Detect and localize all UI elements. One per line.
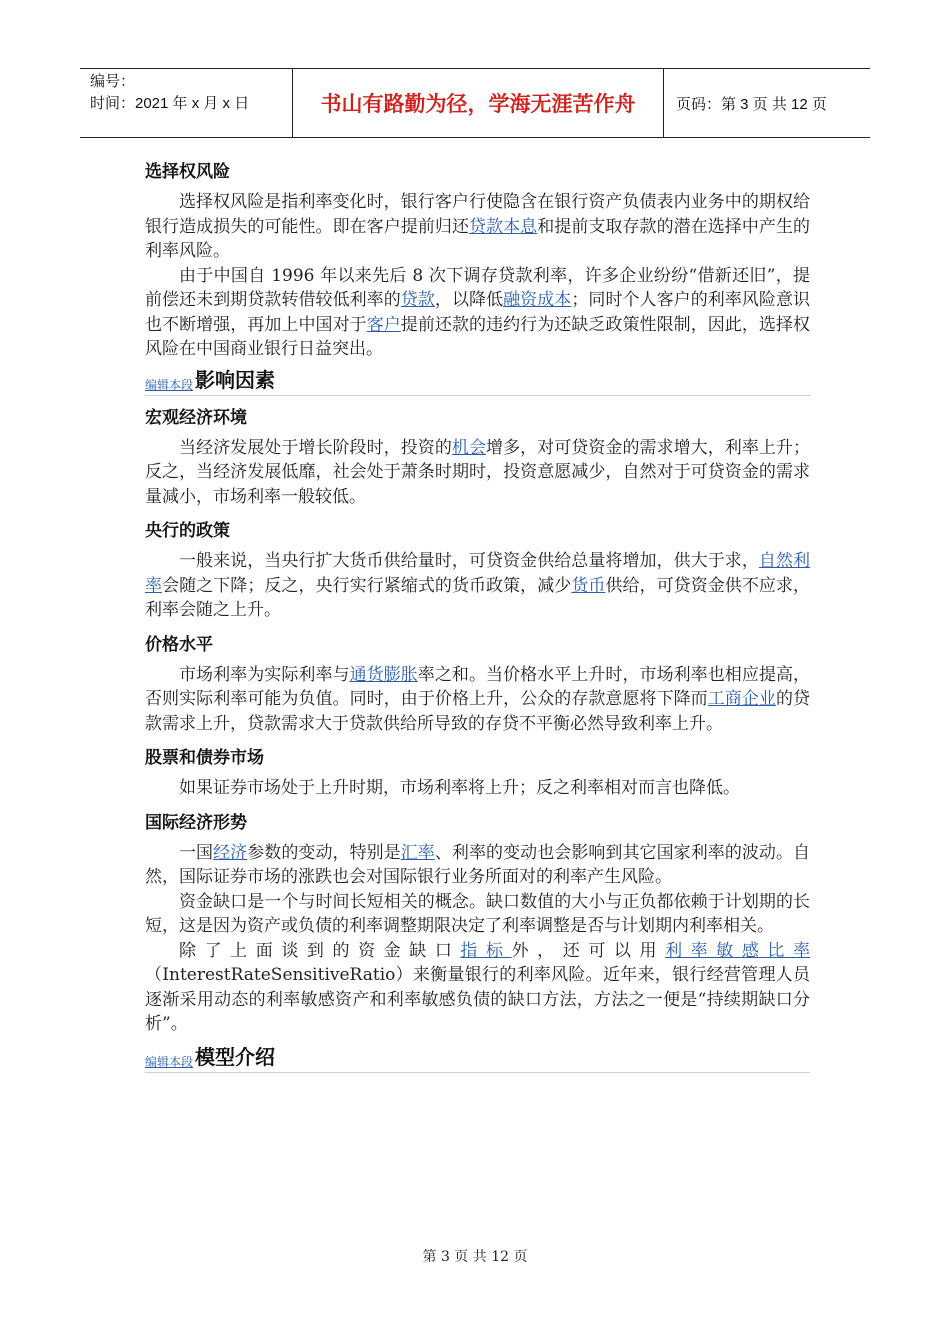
heading-central-bank-policy: 央行的政策: [145, 521, 230, 541]
text: 和提前支取存款的潜在选择中产生的利率风险。: [145, 216, 811, 261]
section-title: 影响因素: [195, 367, 276, 392]
link-currency[interactable]: 货币: [571, 575, 606, 596]
section-header-factors: [145, 364, 810, 396]
paragraph: [145, 549, 810, 623]
header-page-info: 页码：第 3 页 共 12 页: [676, 95, 827, 113]
text: 市场利率为实际利率与: [179, 664, 350, 685]
link-customer[interactable]: 客户: [366, 314, 401, 335]
text: ，以降低: [434, 290, 504, 310]
text: 供给，可贷资金供不应求，利率会随之上升。: [145, 575, 811, 620]
text: 选择权风险是指利率变化时，银行客户行使隐含在银行资产负债表内业务中的期权给银行造成损失的可能性。即在客户提前归还: [145, 192, 810, 237]
text: 由于中国自 1996 年以来先后 8 次下调存贷款利率，许多企业纷纷“借新还旧”，提前偿还未到期贷款转借较低利率的: [145, 265, 810, 310]
text: 提前还款的违约行为还缺乏政策性限制，因此，选择权风险在中国商业银行日益突出。: [145, 314, 811, 359]
link-natural-rate[interactable]: 自然利率: [145, 551, 811, 596]
edit-section-link[interactable]: 编辑本段: [145, 1054, 194, 1069]
paragraph: [145, 663, 810, 737]
link-inflation[interactable]: 通货膨胀: [349, 664, 418, 685]
heading-macro-economy: 宏观经济环境: [145, 407, 247, 428]
page-footer: 第 3 页 共 12 页: [422, 1249, 528, 1265]
header-motto: 书山有路勤为径，学海无涯苦作舟: [293, 69, 664, 137]
page-header: [80, 68, 870, 138]
text: （InterestRateSensitiveRatio）来衡量银行的利率风险。近年来，银行经营管理人员逐渐采用动态的利率敏感资产和利率敏感负债的缺口方法，方法之一便是“持续期缺口分析”。: [145, 965, 810, 1034]
text: 除了上面谈到的资金缺口: [179, 940, 461, 961]
section-header-model: [145, 1041, 810, 1073]
text: 增多，对可贷资金的需求增大，利率上升；反之，当经济发展低靡，社会处于萧条时期时，投资意愿减少，自然对于可贷资金的需求量减小，市场利率一般较低。: [145, 437, 811, 507]
document-body: [145, 150, 810, 1081]
text: 当经济发展处于增长阶段时，投资的: [179, 437, 452, 458]
header-number: 编号：: [90, 73, 136, 90]
text: 的贷款需求上升，贷款需求大于贷款供给所导致的存贷不平衡必然导致利率上升。: [145, 689, 811, 734]
paragraph: [145, 436, 810, 510]
paragraph: [145, 264, 810, 362]
heading-price-level: 价格水平: [145, 634, 213, 655]
paragraph: 资金缺口是一个与时间长短相关的概念。缺口数值的大小与正负都依赖于计划期的长短，这是因为资产或负债的利率调整期限决定了利率调整是否与计划期内利率相关。: [145, 891, 810, 936]
link-rate-sensitivity-ratio[interactable]: 利率敏感比率: [665, 940, 811, 961]
paragraph: 如果证券市场处于上升时期，市场利率将上升；反之利率相对而言也降低。: [179, 778, 740, 798]
link-exchange-rate[interactable]: 汇率: [400, 842, 435, 863]
text: 、利率的变动也会影响到其它国家利率的波动。自然，国际证券市场的涨跌也会对国际银行业务所面对的利率产生风险。: [145, 842, 811, 887]
header-meta: [80, 69, 293, 137]
paragraph: [145, 190, 810, 264]
link-business-enterprise[interactable]: 工商企业: [707, 689, 776, 709]
header-time: 时间：2021 年 x 月 x 日: [90, 95, 250, 112]
link-opportunity[interactable]: 机会: [451, 437, 487, 458]
link-financing-cost[interactable]: 融资成本: [503, 290, 572, 310]
link-loan[interactable]: 贷款: [400, 290, 435, 310]
link-indicator[interactable]: 指标: [460, 940, 512, 961]
heading-international-economy: 国际经济形势: [145, 812, 247, 833]
link-economy[interactable]: 经济: [213, 842, 248, 863]
heading-stock-bond-market: 股票和债券市场: [145, 748, 264, 768]
text: 会随之下降；反之，央行实行紧缩式的货币政策，减少: [162, 575, 572, 596]
text: ；同时个人客户的利率风险意识也不断增强，再加上中国对于: [145, 290, 811, 335]
paragraph: [145, 939, 810, 1037]
paragraph: [145, 841, 810, 890]
heading-option-risk: 选择权风险: [145, 162, 230, 182]
text: 一般来说，当央行扩大货币供给量时，可贷资金供给总量将增加，供大于求，: [179, 551, 759, 571]
text: 率之和。当价格水平上升时，市场利率也相应提高，否则实际利率可能为负值。同时，由于价格上升，公众的存款意愿将下降而: [145, 664, 811, 709]
section-title: 模型介绍: [195, 1044, 276, 1069]
text: 一国: [179, 842, 214, 863]
text: 参数的变动，特别是: [247, 842, 401, 863]
text: 外，还可以用: [511, 940, 666, 961]
link-loan-interest[interactable]: 贷款本息: [469, 216, 538, 237]
edit-section-link[interactable]: 编辑本段: [145, 377, 194, 392]
